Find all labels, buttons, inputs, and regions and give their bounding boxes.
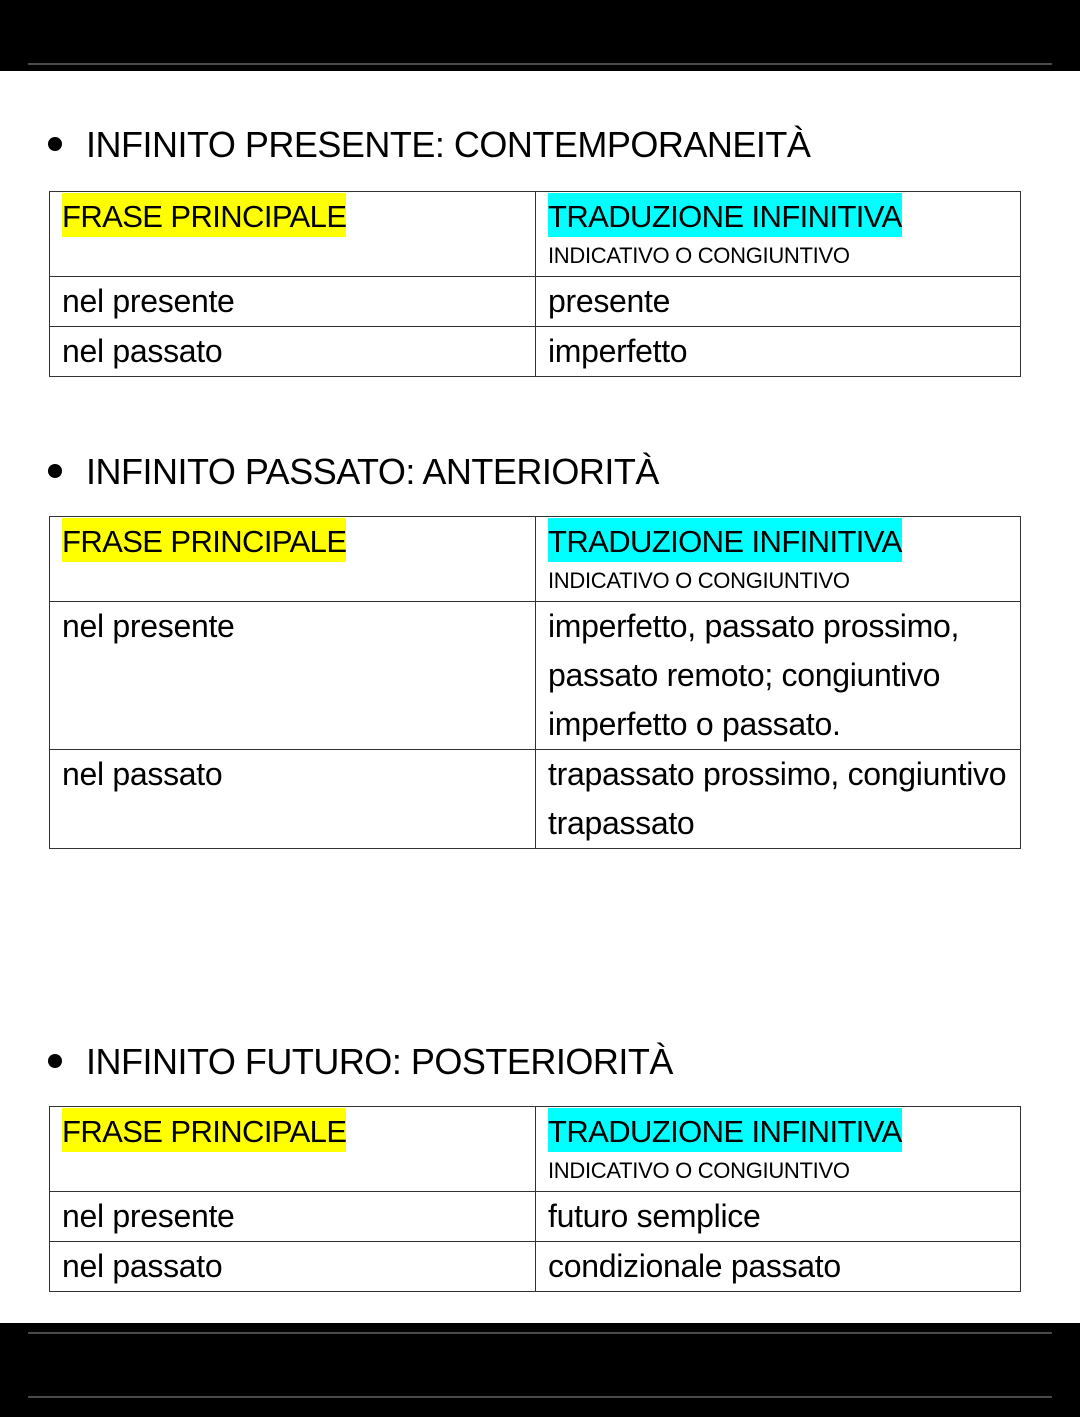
section-heading <box>48 1042 673 1082</box>
translation-cell: condizionale passato <box>536 1242 1021 1292</box>
header-cell <box>50 192 536 277</box>
table-row <box>50 1242 1021 1292</box>
bottom-divider-1 <box>28 1332 1052 1334</box>
heading-text: INFINITO FUTURO: POSTERIORITÀ <box>86 1041 673 1082</box>
col2-subheader: INDICATIVO O CONGIUNTIVO <box>548 1158 850 1183</box>
col2-subheader: INDICATIVO O CONGIUNTIVO <box>548 243 850 268</box>
header-cell <box>50 517 536 602</box>
header-cell <box>536 192 1021 277</box>
section-heading <box>48 125 810 165</box>
bottom-divider-2 <box>28 1396 1052 1398</box>
table-row <box>50 327 1021 377</box>
table-row <box>50 750 1021 849</box>
main-cell: nel presente <box>50 277 536 327</box>
main-cell: nel passato <box>50 327 536 377</box>
bullet-icon <box>48 137 62 151</box>
translation-cell: imperfetto <box>536 327 1021 377</box>
header-cell <box>536 517 1021 602</box>
heading-text: INFINITO PRESENTE: CONTEMPORANEITÀ <box>86 124 811 165</box>
table-row <box>50 1192 1021 1242</box>
main-cell: nel presente <box>50 602 536 750</box>
tense-table <box>49 191 1021 377</box>
heading-text: INFINITO PASSATO: ANTERIORITÀ <box>86 451 659 492</box>
bullet-icon <box>48 464 62 478</box>
translation-cell: trapassato prossimo, congiuntivo trapassato <box>536 750 1021 849</box>
table-header-row <box>50 517 1021 602</box>
translation-cell: presente <box>536 277 1021 327</box>
col1-header: FRASE PRINCIPALE <box>62 1108 346 1152</box>
col2-header: TRADUZIONE INFINITIVA <box>548 193 902 237</box>
top-black-bar <box>0 0 1080 71</box>
tense-table <box>49 516 1021 849</box>
section-heading <box>48 452 659 492</box>
table-header-row <box>50 1107 1021 1192</box>
bottom-black-bar <box>0 1323 1080 1417</box>
translation-cell: imperfetto, passato prossimo, passato remoto; congiuntivo imperfetto o passato. <box>536 602 1021 750</box>
table-row <box>50 277 1021 327</box>
header-cell <box>50 1107 536 1192</box>
col2-header: TRADUZIONE INFINITIVA <box>548 518 902 562</box>
main-cell: nel passato <box>50 750 536 849</box>
translation-cell: futuro semplice <box>536 1192 1021 1242</box>
col1-header: FRASE PRINCIPALE <box>62 193 346 237</box>
col1-header: FRASE PRINCIPALE <box>62 518 346 562</box>
main-cell: nel passato <box>50 1242 536 1292</box>
tense-table <box>49 1106 1021 1292</box>
bullet-icon <box>48 1054 62 1068</box>
table-row <box>50 602 1021 750</box>
col2-header: TRADUZIONE INFINITIVA <box>548 1108 902 1152</box>
main-cell: nel presente <box>50 1192 536 1242</box>
top-divider <box>28 63 1052 65</box>
table-header-row <box>50 192 1021 277</box>
header-cell <box>536 1107 1021 1192</box>
col2-subheader: INDICATIVO O CONGIUNTIVO <box>548 568 850 593</box>
